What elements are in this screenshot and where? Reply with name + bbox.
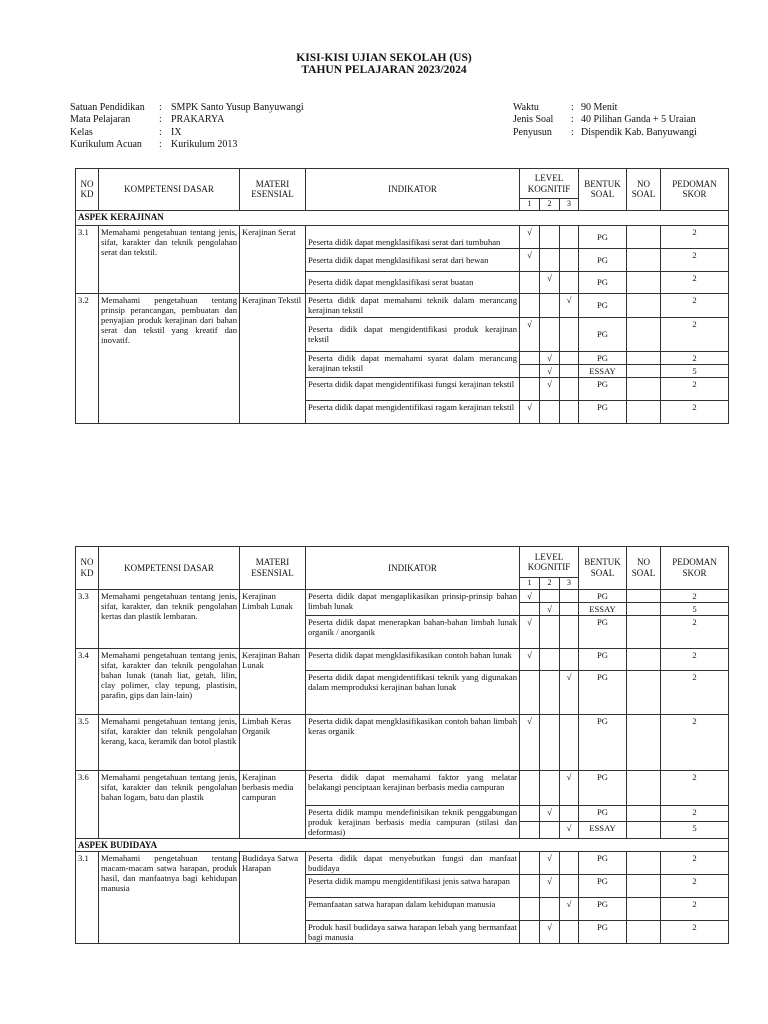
header-bentuk: BENTUK SOAL [579,169,627,211]
info-row [70,127,304,139]
no-soal [627,293,661,317]
bentuk-soal: PG [579,293,627,317]
header-level-3: 3 [560,578,579,590]
info-value: IX [171,126,182,138]
kd-number: 3.5 [76,714,99,770]
level-1-check: √ [520,317,540,351]
level-2-check: √ [540,377,560,400]
indikator-text: Peserta didik dapat mengklasifikasikan contoh bahan limbah keras organik [306,714,520,770]
no-soal [627,351,661,364]
info-left [70,102,304,151]
materi-text: Kerajinan Limbah Lunak [240,589,306,648]
level-3-check [560,364,579,377]
indikator-text: Pemanfaatan satwa harapan dalam kehidupan manusia [306,897,520,920]
no-soal [627,400,661,423]
level-1-check [520,293,540,317]
info-label: Penyusun [513,126,552,138]
materi-text: Kerajinan Tekstil [240,293,306,423]
info-value: 90 Menit [581,102,618,113]
kd-number: 3.2 [76,293,99,423]
no-soal [627,874,661,897]
bentuk-soal: PG [579,714,627,770]
level-1-check: √ [520,400,540,423]
pedoman-skor: 2 [661,615,729,648]
info-right [513,102,697,139]
aspek-row [76,210,729,225]
pedoman-skor: 2 [661,897,729,920]
level-2-check: √ [540,874,560,897]
document-title: KISI-KISI UJIAN SEKOLAH (US) [296,52,472,64]
no-soal [627,317,661,351]
level-3-check [560,615,579,648]
level-1-check: √ [520,225,540,248]
info-row [70,114,304,126]
header-level-2: 2 [540,199,560,211]
pedoman-skor: 5 [661,822,729,839]
pedoman-skor: 2 [661,920,729,943]
pedoman-skor: 2 [661,225,729,248]
level-3-check [560,400,579,423]
no-soal [627,615,661,648]
table-row [76,770,729,805]
pedoman-skor: 2 [661,271,729,293]
indikator-text: Peserta didik dapat mengklasifikasikan contoh bahan lunak [306,648,520,670]
header-level-2: 2 [540,578,560,590]
indikator-text: Peserta didik dapat menyebutkan fungsi dan manfaat budidaya [306,851,520,874]
info-row [70,102,304,114]
kd-text: Memahami pengetahuan tentang jenis, sifat, karakter dan teknik pengolahan bahan logam, batu dan plastik [99,770,240,838]
level-1-check: √ [520,648,540,670]
header-materi: MATERI ESENSIAL [240,547,306,590]
pedoman-skor: 2 [661,317,729,351]
pedoman-skor: 2 [661,293,729,317]
info-value: 40 Pilihan Ganda + 5 Uraian [581,114,696,126]
no-soal [627,805,661,822]
materi-text: Kerajinan berbasis media campuran [240,770,306,838]
no-soal [627,648,661,670]
info-colon: : [159,138,162,150]
header-bentuk: BENTUK SOAL [579,547,627,590]
info-row [513,102,697,114]
no-soal [627,670,661,714]
indikator-text: Peserta didik dapat mengidentifikasi produk kerajinan tekstil [306,317,520,351]
materi-text: Kerajinan Serat [240,225,306,293]
header-indikator: INDIKATOR [306,547,520,590]
kd-text: Memahami pengetahuan tentang jenis, sifat, karakter dan teknik pengolahan serat dan tekstil. [99,225,240,293]
level-1-check [520,805,540,822]
pedoman-skor: 2 [661,670,729,714]
indikator-text: Peserta didik dapat mengklasifikasi serat dari tumbuhan [306,225,520,248]
indikator-text: Produk hasil budidaya satwa harapan lebah yang bermanfaat bagi manusia [306,920,520,943]
level-1-check: √ [520,248,540,271]
level-3-check: √ [560,670,579,714]
header-pedoman: PEDOMAN SKOR [661,169,729,211]
kd-text: Memahami pengetahuan tentang prinsip perancangan, pembuatan dan penyajian produk kerajinan dari bahan serat dan tekstil yang kreatif dan inovatif. [99,293,240,423]
bentuk-soal: ESSAY [579,822,627,839]
level-1-check [520,822,540,839]
bentuk-soal: ESSAY [579,364,627,377]
level-3-check [560,248,579,271]
table-row [76,293,729,317]
pedoman-skor: 2 [661,400,729,423]
no-soal [627,851,661,874]
header-pedoman: PEDOMAN SKOR [661,547,729,590]
level-2-check: √ [540,805,560,822]
bentuk-soal: PG [579,805,627,822]
level-2-check: √ [540,602,560,615]
document-subtitle: TAHUN PELAJARAN 2023/2024 [301,64,467,76]
bentuk-soal: PG [579,248,627,271]
bentuk-soal: PG [579,589,627,602]
header-level: LEVEL KOGNITIF [520,547,579,578]
level-2-check [540,400,560,423]
indikator-text: Peserta didik dapat menerapkan bahan-bahan limbah lunak organik / anorganik [306,615,520,648]
info-label: Jenis Soal [513,114,554,126]
header-materi: MATERI ESENSIAL [240,169,306,211]
level-3-check [560,920,579,943]
pedoman-skor: 2 [661,805,729,822]
indikator-text: Peserta didik dapat mengidentifikasi teknik yang digunakan dalam memproduksi kerajinan bahan lunak [306,670,520,714]
level-3-check [560,714,579,770]
header-indikator: INDIKATOR [306,169,520,211]
bentuk-soal: PG [579,770,627,805]
header-kompetensi: KOMPETENSI DASAR [99,169,240,211]
bentuk-soal: PG [579,271,627,293]
level-2-check [540,670,560,714]
level-2-check [540,770,560,805]
level-1-check [520,770,540,805]
info-colon: : [571,114,574,126]
level-2-check [540,225,560,248]
no-soal [627,589,661,602]
info-label: Mata Pelajaran [70,114,131,126]
info-label: Satuan Pendidikan [70,102,145,113]
bentuk-soal: PG [579,377,627,400]
materi-text: Budidaya Satwa Harapan [240,851,306,943]
level-1-check: √ [520,615,540,648]
info-colon: : [571,126,574,138]
indikator-text: Peserta didik mampu mendefinisikan teknik penggabungan produk kerajinan berbasis media campuran (stilasi dan deformasi) [306,805,520,838]
materi-text: Limbah Keras Organik [240,714,306,770]
header-level-1: 1 [520,578,540,590]
level-2-check: √ [540,271,560,293]
kd-number: 3.1 [76,225,99,293]
header-level: LEVEL KOGNITIF [520,169,579,199]
level-2-check [540,589,560,602]
level-2-check: √ [540,920,560,943]
level-2-check [540,822,560,839]
pedoman-skor: 2 [661,770,729,805]
table-row [76,589,729,602]
info-row [513,114,697,126]
no-soal [627,822,661,839]
level-1-check [520,920,540,943]
level-3-check [560,351,579,364]
indikator-text: Peserta didik dapat mengklasifikasi serat buatan [306,271,520,293]
pedoman-skor: 2 [661,874,729,897]
level-1-check [520,271,540,293]
pedoman-skor: 2 [661,648,729,670]
table-header-row [76,547,729,578]
materi-text: Kerajinan Bahan Lunak [240,648,306,714]
info-colon: : [159,114,162,126]
kd-text: Memahami pengetahuan tentang jenis, sifat, karakter dan teknik pengolahan kerang, kaca, keramik dan botol plastik [99,714,240,770]
info-colon: : [159,126,162,138]
no-soal [627,770,661,805]
level-1-check [520,351,540,364]
indikator-text: Peserta didik dapat mengidentifikasi ragam kerajinan tekstil [306,400,520,423]
header-no-kd: NO KD [76,547,99,590]
level-3-check [560,648,579,670]
info-label: Waktu [513,102,539,113]
level-3-check [560,602,579,615]
level-3-check: √ [560,293,579,317]
bentuk-soal: PG [579,897,627,920]
info-row [513,127,697,139]
level-2-check [540,714,560,770]
header-level-3: 3 [560,199,579,211]
pedoman-skor: 2 [661,248,729,271]
kd-text: Memahami pengetahuan tentang jenis, sifat, karakter, dan teknik pengolahan kertas dan plastik lembaran. [99,589,240,648]
no-soal [627,271,661,293]
info-colon: : [571,102,574,113]
level-1-check: √ [520,714,540,770]
bentuk-soal: PG [579,615,627,648]
level-2-check: √ [540,851,560,874]
level-1-check [520,670,540,714]
indikator-text: Peserta didik dapat mengaplikasikan prinsip-prinsip bahan limbah lunak [306,589,520,615]
bentuk-soal: ESSAY [579,602,627,615]
info-value: SMPK Santo Yusup Banyuwangi [171,102,304,113]
header-no-soal: NO SOAL [627,169,661,211]
pedoman-skor: 5 [661,602,729,615]
bentuk-soal: PG [579,317,627,351]
kd-number: 3.1 [76,851,99,943]
level-1-check [520,602,540,615]
level-2-check [540,897,560,920]
bentuk-soal: PG [579,351,627,364]
table-row [76,648,729,670]
aspek-row [76,838,729,851]
level-2-check: √ [540,364,560,377]
level-1-check [520,874,540,897]
kisi-table-2 [75,546,729,944]
indikator-text: Peserta didik dapat mengklasifikasi serat dari hewan [306,248,520,271]
no-soal [627,602,661,615]
bentuk-soal: PG [579,648,627,670]
table-header-row [76,169,729,199]
no-soal [627,714,661,770]
level-2-check: √ [540,351,560,364]
level-3-check [560,851,579,874]
bentuk-soal: PG [579,400,627,423]
info-label: Kelas [70,126,93,138]
indikator-text: Peserta didik mampu mengidentifikasi jenis satwa harapan [306,874,520,897]
no-soal [627,248,661,271]
level-3-check [560,377,579,400]
bentuk-soal: PG [579,225,627,248]
level-2-check [540,648,560,670]
level-3-check: √ [560,897,579,920]
bentuk-soal: PG [579,874,627,897]
level-1-check [520,377,540,400]
level-2-check [540,317,560,351]
kisi-table-1 [75,168,729,424]
bentuk-soal: PG [579,670,627,714]
no-soal [627,920,661,943]
level-1-check: √ [520,589,540,602]
table-row [76,851,729,874]
no-soal [627,364,661,377]
level-2-check [540,248,560,271]
kd-text: Memahami pengetahuan tentang jenis, sifat, karakter dan teknik pengolahan bahan lunak (tanah liat, getah, lilin, clay polimer, clay tepung, plastisin, parafin, gips dan lain-lain) [99,648,240,714]
level-3-check [560,317,579,351]
header-no-soal: NO SOAL [627,547,661,590]
level-1-check [520,851,540,874]
level-3-check [560,805,579,822]
level-1-check [520,364,540,377]
kd-number: 3.3 [76,589,99,648]
level-2-check [540,293,560,317]
pedoman-skor: 2 [661,714,729,770]
aspek-label: ASPEK KERAJINAN [76,210,729,225]
header-kompetensi: KOMPETENSI DASAR [99,547,240,590]
no-soal [627,897,661,920]
kd-number: 3.6 [76,770,99,838]
info-label: Kurikulum Acuan [70,138,142,150]
indikator-text: Peserta didik dapat memahami faktor yang melatar belakangi penciptaan kerajinan berbasis media campuran [306,770,520,805]
info-value: PRAKARYA [171,114,225,126]
bentuk-soal: PG [579,851,627,874]
table-row [76,714,729,770]
header-no-kd: NO KD [76,169,99,211]
info-colon: : [159,102,162,113]
level-2-check [540,615,560,648]
info-value: Dispendik Kab. Banyuwangi [581,126,697,138]
level-1-check [520,897,540,920]
indikator-text: Peserta didik dapat mengidentifikasi fungsi kerajinan tekstil [306,377,520,400]
aspek-label: ASPEK BUDIDAYA [76,838,729,851]
level-3-check [560,874,579,897]
indikator-text: Peserta didik dapat memahami syarat dalam merancang kerajinan tekstil [306,351,520,377]
bentuk-soal: PG [579,920,627,943]
pedoman-skor: 2 [661,589,729,602]
level-3-check: √ [560,770,579,805]
no-soal [627,377,661,400]
info-row [70,139,304,151]
pedoman-skor: 2 [661,351,729,364]
level-3-check [560,225,579,248]
info-value: Kurikulum 2013 [171,138,238,150]
level-3-check: √ [560,822,579,839]
no-soal [627,225,661,248]
kd-number: 3.4 [76,648,99,714]
table-row [76,225,729,248]
pedoman-skor: 2 [661,377,729,400]
level-3-check [560,589,579,602]
pedoman-skor: 5 [661,364,729,377]
indikator-text: Peserta didik dapat memahami teknik dalam merancang kerajinan tekstil [306,293,520,317]
level-3-check [560,271,579,293]
header-level-1: 1 [520,199,540,211]
kd-text: Memahami pengetahuan tentang macam-macam satwa harapan, produk hasil, dan manfaatnya bagi kehidupan manusia [99,851,240,943]
pedoman-skor: 2 [661,851,729,874]
